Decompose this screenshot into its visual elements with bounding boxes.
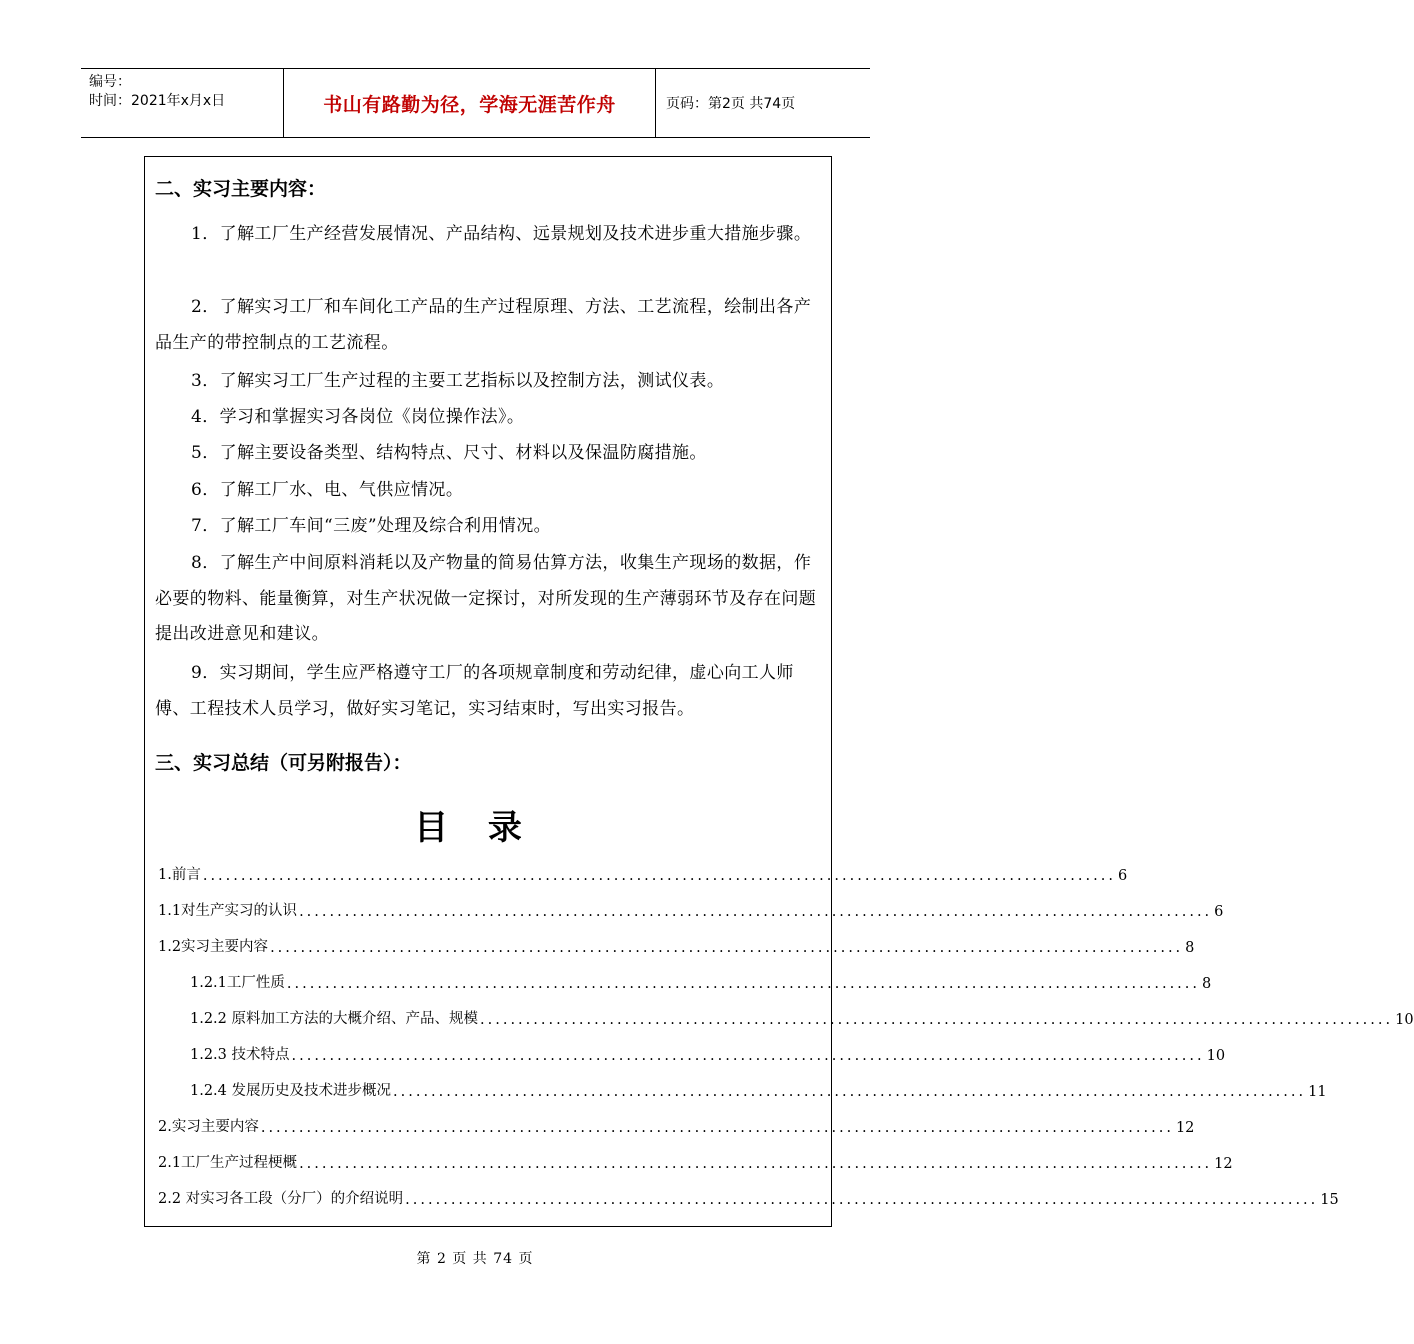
content-item-1: 1．了解工厂生产经营发展情况、产品结构、远景规划及技术进步重大措施步骤。: [191, 224, 812, 244]
content-item-6: 6．了解工厂水、电、气供应情况。: [191, 480, 464, 500]
toc-entry[interactable]: [158, 864, 1128, 884]
toc-leader-dots: ........................................................................................................................: [260, 1120, 1174, 1136]
toc-entry-label: 1.2.1工厂性质: [190, 975, 285, 991]
toc-entry-label: 1.2.4 发展历史及技术进步概况: [190, 1083, 392, 1099]
number-label: 编号：: [89, 74, 131, 90]
toc-entry[interactable]: [158, 936, 1195, 956]
toc-leader-dots: ........................................................................................................................: [202, 868, 1116, 884]
toc-entry-page: 12: [1214, 1156, 1233, 1172]
content-item-9: 9．实习期间，学生应严格遵守工厂的各项规章制度和劳动纪律，虚心向工人师傅、工程技术人员学习，做好实习笔记，实习结束时，写出实习报告。: [155, 663, 794, 719]
toc-entry-label: 2.实习主要内容: [158, 1119, 259, 1135]
toc-title: 目 录: [414, 808, 536, 848]
toc-entry-page: 10: [1206, 1048, 1226, 1064]
toc-leader-dots: ........................................................................................................................: [286, 976, 1201, 992]
content-item-2: 2．了解实习工厂和车间化工产品的生产过程原理、方法、工艺流程，绘制出各产品生产的带控制点的工艺流程。: [155, 297, 812, 353]
toc-entry[interactable]: [190, 972, 1212, 992]
toc-entry-label: 2.1工厂生产过程梗概: [158, 1155, 298, 1171]
toc-leader-dots: ........................................................................................................................: [291, 1048, 1205, 1064]
toc-leader-dots: ........................................................................................................................: [393, 1084, 1307, 1100]
toc-entry-page: 8: [1185, 940, 1195, 956]
content-item-3: 3．了解实习工厂生产过程的主要工艺指标以及控制方法，测试仪表。: [191, 371, 725, 391]
toc-leader-dots: ........................................................................................................................: [299, 1156, 1213, 1172]
content-item-7: 7．了解工厂车间“三废”处理及综合利用情况。: [191, 516, 551, 536]
content-item-5: 5．了解主要设备类型、结构特点、尺寸、材料以及保温防腐措施。: [191, 443, 707, 463]
page-header: [81, 68, 870, 138]
toc-entry-page: 12: [1175, 1120, 1195, 1136]
toc-entry-page: 15: [1320, 1192, 1339, 1208]
section-2-heading: 二、实习主要内容：: [155, 178, 327, 200]
toc-entry-page: 6: [1214, 904, 1224, 920]
toc-entry-label: 1.2.3 技术特点: [190, 1047, 290, 1063]
header-page-info: 页码：第2页 共74页: [666, 96, 796, 112]
toc-leader-dots: ........................................................................................................................: [480, 1012, 1394, 1028]
header-meta: [81, 69, 283, 137]
page-footer: 第 2 页 共 74 页: [416, 1251, 534, 1267]
toc-entry[interactable]: [158, 1152, 1233, 1172]
toc-entry[interactable]: [190, 1080, 1327, 1100]
toc-leader-dots: ........................................................................................................................: [405, 1192, 1319, 1208]
toc-entry-page: 6: [1117, 868, 1128, 884]
content-item-8: 8．了解生产中间原料消耗以及产物量的简易估算方法，收集生产现场的数据，作必要的物料、能量衡算，对生产状况做一定探讨，对所发现的生产薄弱环节及存在问题提出改进意见和建议。: [155, 553, 817, 644]
header-motto: 书山有路勤为径，学海无涯苦作舟: [283, 69, 656, 137]
toc-entry-label: 1.2实习主要内容: [158, 939, 269, 955]
date-label: 时间：2021年x月x日: [89, 93, 226, 109]
toc-leader-dots: ........................................................................................................................: [270, 940, 1184, 956]
toc-entry[interactable]: [158, 1188, 1339, 1208]
toc-entry-page: 11: [1308, 1084, 1327, 1100]
toc-entry-page: 10: [1395, 1012, 1414, 1028]
toc-entry[interactable]: [158, 1116, 1195, 1136]
toc-entry-label: 2.2 对实习各工段（分厂）的介绍说明: [158, 1191, 404, 1207]
content-item-4: 4．学习和掌握实习各岗位《岗位操作法》。: [191, 407, 525, 427]
toc-entry[interactable]: [190, 1008, 1414, 1028]
toc-entry-label: 1.1对生产实习的认识: [158, 903, 298, 919]
toc-entry-label: 1.前言: [158, 867, 201, 883]
toc-entry-page: 8: [1202, 976, 1212, 992]
section-3-heading: 三、实习总结（可另附报告）：: [155, 752, 412, 774]
toc-entry[interactable]: [190, 1044, 1226, 1064]
toc-entry-label: 1.2.2 原料加工方法的大概介绍、产品、规模: [190, 1011, 479, 1027]
toc-entry[interactable]: [158, 900, 1224, 920]
toc-leader-dots: ........................................................................................................................: [299, 904, 1213, 920]
